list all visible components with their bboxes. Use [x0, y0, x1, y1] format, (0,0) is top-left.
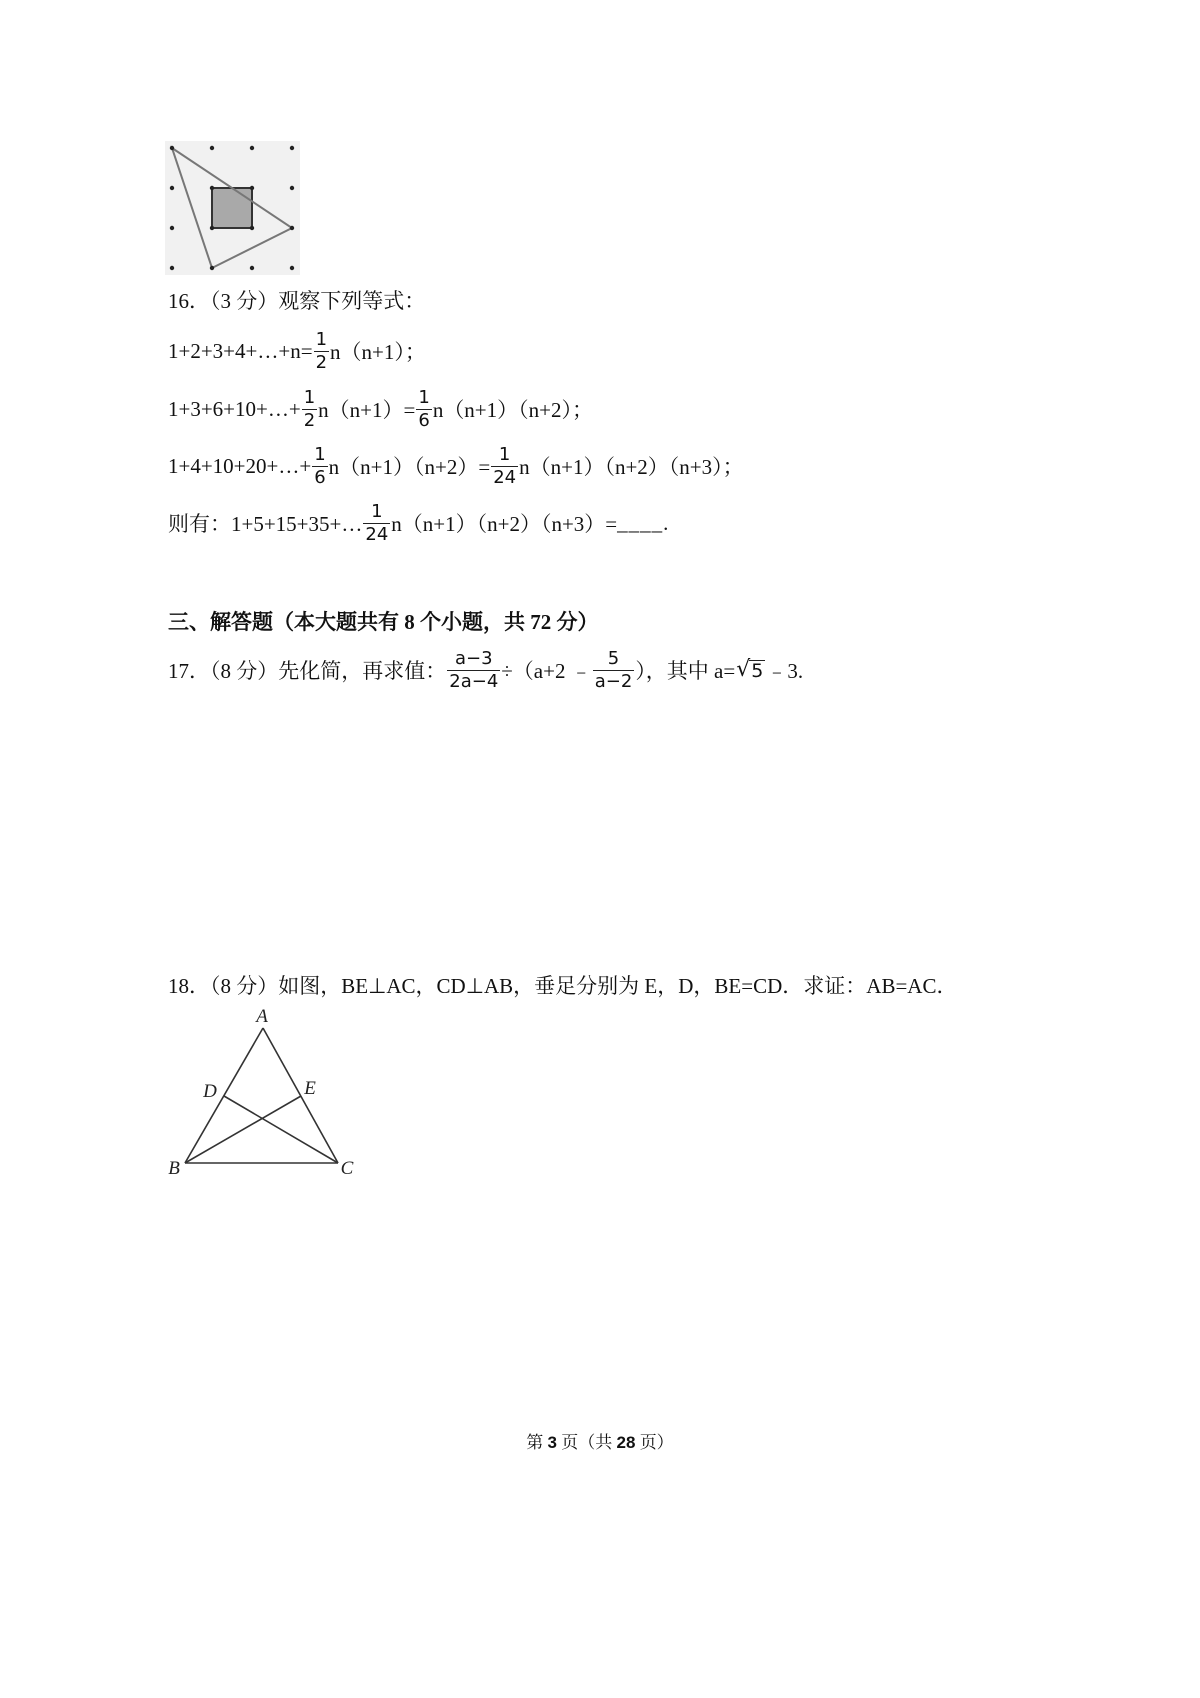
denominator: 24	[493, 466, 517, 488]
numerator: 1	[303, 386, 316, 408]
grid-dot	[250, 186, 254, 190]
grid-dot	[250, 146, 254, 150]
grid-dot	[290, 266, 294, 270]
label-e: E	[304, 1078, 316, 1099]
label-a: A	[256, 1006, 268, 1027]
page-footer	[0, 1432, 1200, 1454]
grid-dot	[210, 226, 214, 230]
fraction	[416, 388, 431, 431]
eq1-lhs: 1+2+3+4+…+n=	[168, 338, 313, 363]
q17-mid: ÷（a+2 ﹣	[501, 659, 592, 683]
denominator: 2	[315, 351, 328, 373]
page-number: 3	[547, 1433, 558, 1452]
q17	[168, 646, 803, 694]
eq3-rhs: n（n+1）（n+2）（n+3）；	[519, 455, 744, 479]
grid-dot	[170, 226, 174, 230]
eq3-mid: n（n+1）（n+2）=	[328, 455, 491, 479]
grid-dot	[210, 186, 214, 190]
eq4-end: .	[663, 510, 669, 535]
fraction	[312, 445, 327, 488]
segment-be	[185, 1096, 301, 1163]
q18-text: 18．（8 分）如图，BE⊥AC，CD⊥AB，垂足分别为 E，D，BE=CD．求证：AB=AC．	[168, 974, 958, 998]
label-c: C	[340, 1158, 354, 1179]
grid-dot	[250, 226, 254, 230]
footer-mid: 页（共	[557, 1433, 617, 1452]
label-d: D	[203, 1081, 217, 1102]
denominator: a−2	[594, 670, 633, 692]
grid-dot	[290, 186, 294, 190]
grid-dot	[210, 146, 214, 150]
fraction	[491, 445, 518, 488]
numerator: 1	[314, 443, 326, 465]
numerator: 1	[418, 386, 430, 408]
dot-grid-figure	[160, 138, 305, 278]
fraction	[447, 649, 500, 692]
q16-equation-4	[168, 499, 668, 547]
denominator: 2	[303, 409, 316, 431]
answer-blank: ____	[617, 510, 664, 535]
denominator: 24	[365, 523, 389, 545]
footer-pre: 第	[526, 1433, 548, 1452]
numerator: 1	[315, 328, 328, 350]
eq2-mid: n（n+1）=	[318, 398, 416, 422]
total-pages: 28	[616, 1433, 636, 1452]
grid-dot	[170, 266, 174, 270]
grid-dot	[170, 146, 174, 150]
denominator: 2a−4	[449, 670, 499, 692]
segment-ab	[185, 1028, 263, 1163]
q17-prefix: 17．（8 分）先化简，再求值：	[168, 659, 447, 683]
triangle-abc-figure	[160, 1005, 360, 1185]
numerator: 1	[371, 500, 383, 522]
eq1-rhs: n（n+1）；	[330, 340, 426, 364]
grid-dot	[290, 146, 294, 150]
q17-after: ），其中 a=	[635, 659, 736, 683]
radicand: 5	[751, 660, 764, 682]
radical-sign: √	[736, 657, 751, 682]
q17-end: ﹣3.	[766, 659, 804, 683]
q18	[168, 961, 957, 1009]
eq2-rhs: n（n+1）（n+2）；	[432, 398, 593, 422]
numerator: 1	[498, 443, 511, 465]
footer-post: 页）	[635, 1433, 674, 1452]
eq3-lhs: 1+4+10+20+…+	[168, 453, 312, 478]
label-b: B	[168, 1158, 180, 1179]
fraction	[302, 388, 317, 431]
q16-equation-3	[168, 442, 744, 490]
eq4-lhs: 则有：1+5+15+35+…	[168, 512, 363, 536]
fraction	[363, 502, 390, 545]
eq4-rhs: n（n+1）（n+2）（n+3）=	[391, 512, 618, 536]
numerator: a−3	[454, 647, 493, 669]
grid-dot	[250, 266, 254, 270]
q16-equation-2	[168, 385, 593, 433]
segment-cd	[224, 1096, 338, 1163]
q16-heading-text: 16．（3 分）观察下列等式：	[168, 289, 426, 313]
q16-equation-1	[168, 327, 426, 375]
square-root	[736, 658, 765, 682]
grid-dot	[210, 266, 214, 270]
shaded-square	[212, 188, 252, 228]
grid-dot	[170, 186, 174, 190]
section-title	[168, 597, 599, 645]
numerator: 5	[607, 647, 620, 669]
denominator: 6	[314, 466, 326, 488]
denominator: 6	[418, 409, 430, 431]
grid-dot	[290, 226, 294, 230]
eq2-lhs: 1+3+6+10+…+	[168, 396, 301, 421]
fraction	[593, 649, 635, 692]
fraction	[314, 330, 329, 373]
q16-heading	[168, 276, 425, 324]
section-title-text: 三、解答题（本大题共有 8 个小题，共 72 分）	[168, 610, 599, 634]
